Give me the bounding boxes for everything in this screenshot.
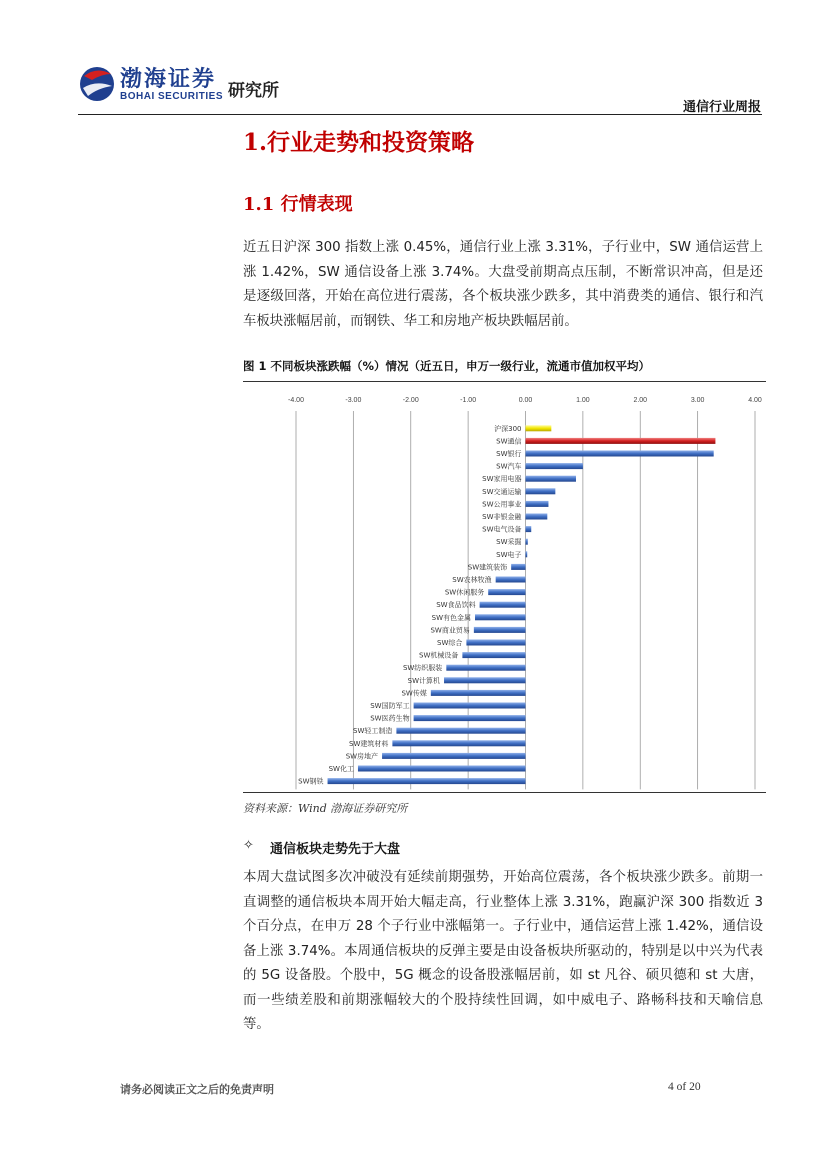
category-label: SW化工: [328, 765, 354, 773]
x-tick-label: 0.00: [518, 397, 533, 404]
bar-SW建筑装饰: [511, 564, 525, 570]
bar-SW汽车: [526, 463, 583, 469]
bar-沪深300: [526, 425, 552, 431]
category-label: SW电气设备: [482, 525, 522, 534]
sector-performance-chart: [243, 384, 766, 790]
category-label: SW休闲服务: [444, 588, 485, 597]
category-label: 沪深300: [494, 424, 522, 433]
bar-SW综合: [466, 640, 525, 646]
category-label: SW纺织服装: [402, 664, 443, 673]
telecom-lead-heading: 通信板块走势先于大盘: [270, 842, 401, 857]
bar-SW医药生物: [414, 715, 526, 721]
x-tick-label: 2.00: [633, 397, 648, 404]
category-label: SW采掘: [496, 538, 522, 547]
x-tick-label: 4.00: [748, 397, 762, 404]
figure-top-rule: [243, 381, 766, 382]
category-label: SW建筑材料: [349, 739, 389, 748]
x-tick-label: -4.00: [288, 397, 304, 404]
category-label: SW传媒: [401, 689, 427, 698]
bar-SW机械设备: [462, 652, 525, 658]
x-tick-label: -2.00: [402, 397, 419, 404]
x-tick-label: 1.00: [576, 397, 590, 404]
x-tick-label: -3.00: [345, 397, 362, 404]
category-label: SW商业贸易: [430, 626, 470, 635]
bar-SW化工: [358, 766, 526, 772]
x-tick-label: -1.00: [460, 397, 477, 404]
bar-SW商业贸易: [474, 627, 526, 633]
header-divider: [78, 114, 762, 115]
bar-SW非银金融: [526, 514, 548, 520]
category-label: SW综合: [437, 639, 463, 647]
category-label: SW建筑装饰: [467, 563, 508, 572]
brand-name-en: BOHAI SECURITIES: [120, 91, 224, 102]
bar-SW纺织服装: [446, 665, 525, 671]
footer-disclaimer: 请务必阅读正文之后的免责声明: [120, 1083, 274, 1096]
bar-SW家用电器: [526, 476, 576, 482]
bar-SW公用事业: [526, 501, 549, 507]
bar-SW钢铁: [328, 778, 526, 784]
category-label: SW通信: [496, 437, 522, 446]
category-label: SW国防军工: [370, 702, 410, 710]
category-label: SW电子: [496, 550, 522, 559]
page-number: 4 of 20: [668, 1081, 701, 1093]
bar-SW传媒: [431, 690, 526, 696]
x-tick-label: 3.00: [690, 397, 705, 404]
bar-SW农林牧渔: [496, 577, 526, 583]
bar-SW休闲服务: [488, 589, 525, 595]
category-label: SW医药生物: [370, 714, 410, 723]
bar-SW有色金属: [475, 614, 525, 620]
bar-SW银行: [526, 451, 714, 457]
category-label: SW食品饮料: [436, 601, 476, 610]
category-label: SW农林牧渔: [452, 576, 492, 584]
category-label: SW有色金属: [431, 613, 472, 622]
category-label: SW计算机: [407, 676, 441, 685]
bar-SW电气设备: [526, 526, 532, 532]
category-label: SW银行: [496, 450, 522, 458]
subsection-title: 1.1 行情表现: [243, 194, 353, 215]
telecom-analysis-paragraph: 本周大盘试图多次冲破没有延续前期强势，开始高位震荡，各个板块涨少跌多。前期一直调整的通信板块本周开始大幅走高，行业整体上涨 3.31%，跑赢沪深 300 指数近 3 个百分点，在申万 28 个子行业中涨幅第一。子行业中，通信运营上涨 1.42%，通信设备上涨 3.74%。本周通信板块的反弹主要是由设备板块所驱动的，特别是以中兴为代表的 5G 设备股。个股中，5G 概念的设备股涨幅居前，如 st 凡谷、硕贝德和 st 大唐，而一些绩差股和前期涨幅较大的个股持续性回调，如中威电子、路畅科技和天喻信息等。: [243, 870, 763, 1032]
bar-SW轻工制造: [396, 728, 525, 734]
figure-bottom-rule: [243, 792, 766, 793]
category-label: SW轻工制造: [353, 727, 393, 736]
category-label: SW汽车: [496, 462, 522, 471]
bullet-diamond-icon: ✧: [243, 838, 254, 853]
section-title: 1.行业走势和投资策略: [243, 129, 475, 156]
market-summary-paragraph: 近五日沪深 300 指数上涨 0.45%，通信行业上涨 3.31%，子行业中，SW 通信运营上涨 1.42%，SW 通信设备上涨 3.74%。大盘受前期高点压制，不断常识冲高，但是还是逐级回落，开始在高位进行震荡，各个板块涨少跌多，其中消费类的通信、银行和汽车板块涨幅居前，而钢铁、华工和房地产板块跌幅居前。: [243, 240, 763, 329]
category-label: SW交通运输: [482, 487, 522, 496]
bar-SW国防军工: [414, 703, 526, 709]
brand-department: 研究所: [228, 81, 279, 101]
bar-SW通信: [526, 438, 716, 444]
category-label: SW非银金融: [482, 513, 522, 521]
category-label: SW家用电器: [482, 475, 522, 484]
category-label: SW公用事业: [482, 500, 522, 509]
category-label: SW机械设备: [419, 651, 459, 660]
category-label: SW钢铁: [298, 777, 324, 786]
figure-title: 图 1 不同板块涨跌幅（%）情况（近五日，申万一级行业，流通市值加权平均）: [243, 359, 651, 373]
bohai-logo-icon: [78, 62, 116, 104]
category-label: SW房地产: [345, 752, 379, 761]
brand-name-cn: 渤海证券: [120, 66, 217, 92]
bar-SW房地产: [382, 753, 525, 759]
report-name: 通信行业周报: [682, 100, 761, 115]
figure-source: 资料来源：Wind 渤海证券研究所: [243, 802, 408, 815]
bar-SW计算机: [444, 677, 525, 683]
bar-SW食品饮料: [480, 602, 526, 608]
bar-SW采掘: [526, 539, 528, 545]
bar-SW电子: [526, 551, 528, 557]
bar-SW建筑材料: [392, 740, 525, 746]
bar-SW交通运输: [526, 488, 556, 494]
